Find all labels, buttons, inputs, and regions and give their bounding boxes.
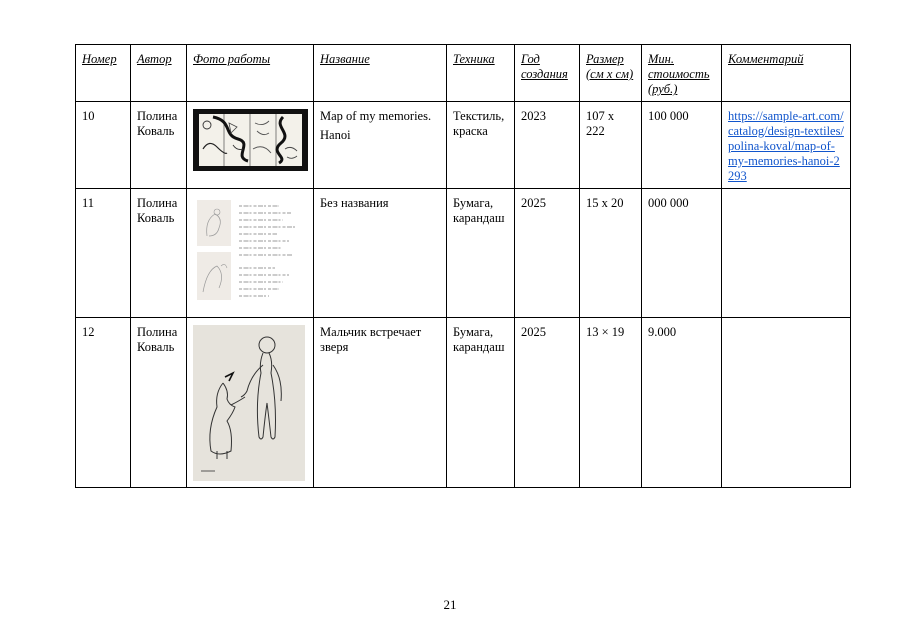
pencil-sketches-with-handwritten-text-thumbnail [193,196,307,306]
cell-year: 2025 [515,189,580,318]
cell-number: 11 [76,189,131,318]
title-line: Hanoi [320,128,351,142]
table-row [76,102,851,189]
cell-technique: Текстиль, краска [447,102,515,189]
header-photo: Фото работы [187,45,314,102]
pencil-drawing-boy-and-bird-thumbnail [193,325,307,481]
table-row [76,189,851,318]
cell-photo [187,189,314,318]
cell-technique: Бумага, карандаш [447,318,515,488]
cell-year: 2025 [515,318,580,488]
page-number: 21 [443,597,457,612]
cell-min-price: 9.000 [642,318,722,488]
artworks-table [75,44,851,488]
cell-comment [722,189,851,318]
cell-min-price: 000 000 [642,189,722,318]
cell-comment [722,318,851,488]
cell-size: 107 x 222 [580,102,642,189]
cell-number: 10 [76,102,131,189]
cell-title: Без названия [314,189,447,318]
cell-author: Полина Коваль [131,102,187,189]
table-row [76,318,851,488]
cell-size: 15 x 20 [580,189,642,318]
header-size: Размер (см х см) [580,45,642,102]
cell-title [314,102,447,189]
table-header-row [76,45,851,102]
header-comment: Комментарий [722,45,851,102]
cell-size: 13 × 19 [580,318,642,488]
cell-comment [722,102,851,189]
cell-number: 12 [76,318,131,488]
cell-title: Мальчик встречает зверя [314,318,447,488]
cell-photo [187,102,314,189]
textile-artwork-thumbnail [193,109,307,171]
cell-min-price: 100 000 [642,102,722,189]
cell-author: Полина Коваль [131,189,187,318]
header-min-price: Мин. стоимость (руб.) [642,45,722,102]
cell-photo [187,318,314,488]
artwork-link[interactable]: https://sample-art.com/catalog/design-textiles/polina-koval/map-of-my-memories-hanoi-2293 [728,109,844,183]
title-line: Map of my memories. [320,109,432,123]
header-author: Автор [131,45,187,102]
header-year: Год создания [515,45,580,102]
cell-year: 2023 [515,102,580,189]
header-title: Название [314,45,447,102]
cell-author: Полина Коваль [131,318,187,488]
cell-technique: Бумага, карандаш [447,189,515,318]
header-number: Номер [76,45,131,102]
header-technique: Техника [447,45,515,102]
